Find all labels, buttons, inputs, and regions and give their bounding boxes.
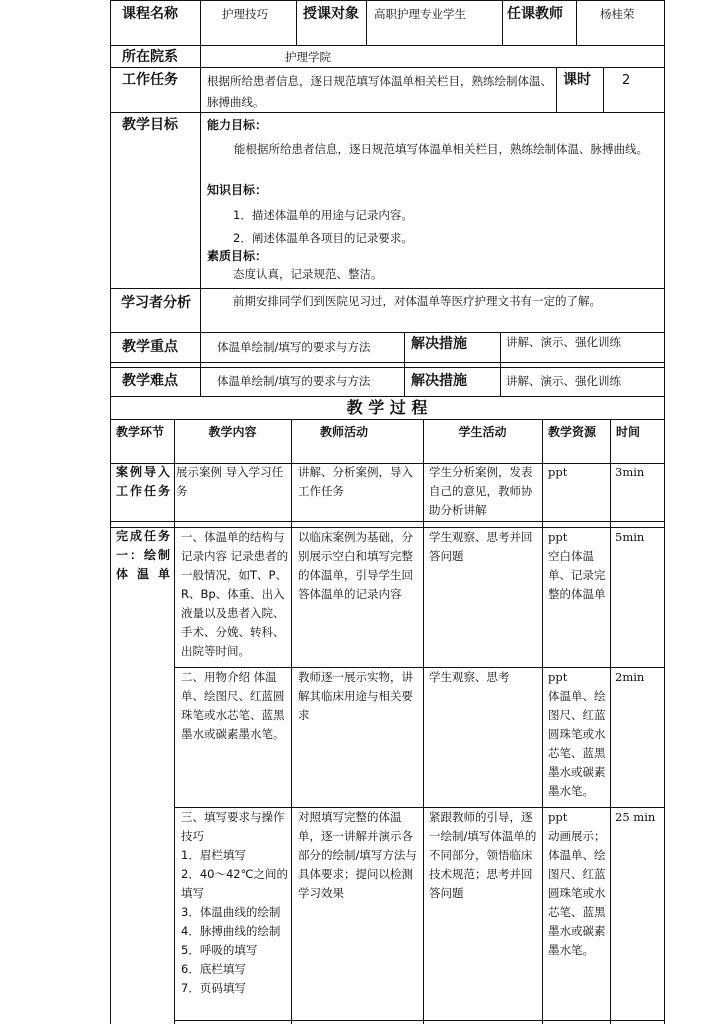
key-measure-value: 讲解、演示、强化训练 xyxy=(506,335,621,349)
dept-value: 护理学院 xyxy=(285,50,331,64)
audience-label: 授课对象 xyxy=(303,6,359,22)
difficulty-label: 教学难点 xyxy=(122,373,178,389)
resource-lead: ppt xyxy=(548,810,568,824)
resource-items: 空白体温单、记录完整的体温单 xyxy=(548,549,606,601)
ability-title: 能力目标： xyxy=(207,118,268,132)
ability-text: 能根据所给患者信息，逐日规范填写体温单相关栏目，熟练绘制体温、脉搏曲线。 xyxy=(234,142,648,156)
content-item: 4．脉搏曲线的绘制 xyxy=(181,924,281,938)
content-item: 2．40～42℃之间的填写 xyxy=(181,867,288,900)
header-stage: 教学环节 xyxy=(116,425,165,439)
resource-items: 体温单、绘图尺、红蓝圆珠笔或水芯笔、蓝黑墨水或碳素墨水笔。 xyxy=(548,689,606,798)
resource-cell xyxy=(548,668,608,801)
task-label: 工作任务 xyxy=(122,72,178,88)
student-cell: 紧跟教师的引导，逐一绘制/填写体温单的不同部分，领悟临床技术规范；思考并回答问题 xyxy=(429,810,537,900)
knowledge-title: 知识目标： xyxy=(207,183,268,197)
key-measure-label: 解决措施 xyxy=(411,336,467,352)
goals-label: 教学目标 xyxy=(122,117,178,133)
teacher-label: 任课教师 xyxy=(507,6,563,22)
knowledge-item: 2．阐述体温单各项目的记录要求。 xyxy=(233,231,413,245)
header-resource: 教学资源 xyxy=(548,425,597,439)
teacher-cell: 讲解、分析案例，导入工作任务 xyxy=(298,465,413,498)
key-point-value: 体温单绘制/填写的要求与方法 xyxy=(217,340,371,354)
course-value: 护理技巧 xyxy=(222,7,268,21)
resource-cell xyxy=(548,528,608,604)
rule xyxy=(296,0,297,45)
rule xyxy=(110,396,664,397)
rule xyxy=(110,0,111,1024)
student-cell: 学生观察、思考并回答问题 xyxy=(429,530,533,563)
rule xyxy=(404,332,405,396)
resource-lead: ppt xyxy=(548,670,568,684)
rule xyxy=(110,67,664,68)
hours-value: 2 xyxy=(622,73,631,88)
rule xyxy=(500,332,501,396)
content-item: 6．底栏填写 xyxy=(181,962,246,976)
difficulty-measure-label: 解决措施 xyxy=(411,373,467,389)
time-cell: 2min xyxy=(615,670,645,684)
dept-label: 所在院系 xyxy=(122,49,178,65)
rule xyxy=(174,1020,664,1021)
teacher-value: 杨桂荣 xyxy=(600,7,635,21)
time-cell: 5min xyxy=(615,530,645,544)
content-cell: 一、体温单的结构与记录内容 记录患者的一般情况，如T、P、R、Bp、体重、出入液量以及患者入院、手术、分娩、转科、出院等时间。 xyxy=(181,530,289,658)
quality-text: 态度认真，记录规范、整洁。 xyxy=(233,267,383,281)
rule xyxy=(110,367,664,368)
student-cell: 学生观察、思考 xyxy=(429,670,510,684)
rule xyxy=(200,45,201,396)
time-cell: 25 min xyxy=(615,810,656,824)
rule xyxy=(110,419,664,420)
rule xyxy=(110,362,664,363)
stage-cell: 案例导入工作任务 xyxy=(116,465,170,498)
content-cell xyxy=(181,808,289,998)
difficulty-measure-value: 讲解、演示、强化训练 xyxy=(506,374,621,388)
teacher-cell: 对照填写完整的体温单，逐一讲解并演示各部分的绘制/填写方法与具体要求；提问以检测学习效果 xyxy=(298,810,417,900)
content-cell: 展示案例 导入学习任务 xyxy=(176,465,284,498)
learners-label: 学习者分析 xyxy=(121,295,191,311)
resource-cell xyxy=(548,808,608,960)
process-title: 教 学 过 程 xyxy=(346,398,428,417)
header-teacher: 教师活动 xyxy=(319,425,368,439)
rule xyxy=(502,0,503,45)
resource-items: 动画展示；体温单、绘图尺、红蓝圆珠笔或水芯笔、蓝黑墨水或碳素墨水笔。 xyxy=(548,829,606,957)
rule xyxy=(664,0,665,1024)
rule xyxy=(174,419,175,1024)
hours-label: 课时 xyxy=(563,72,591,88)
time-cell: 3min xyxy=(615,465,645,479)
rule xyxy=(110,288,664,289)
rule xyxy=(556,67,557,112)
header-time: 时间 xyxy=(616,425,641,439)
content-item: 5．呼吸的填写 xyxy=(181,943,258,957)
content-item: 1．眉栏填写 xyxy=(181,848,246,862)
audience-value: 高职护理专业学生 xyxy=(374,7,466,21)
teacher-cell: 教师逐一展示实物，讲解其临床用途与相关要求 xyxy=(298,670,413,722)
rule xyxy=(423,419,424,1024)
header-content: 教学内容 xyxy=(208,425,257,439)
rule xyxy=(110,0,664,1)
knowledge-item: 1．描述体温单的用途与记录内容。 xyxy=(233,208,413,222)
difficulty-value: 体温单绘制/填写的要求与方法 xyxy=(217,374,371,388)
task-value: 根据所给患者信息，逐日规范填写体温单相关栏目，熟练绘制体温、脉搏曲线。 xyxy=(207,74,552,109)
stage-cell: 完成任务一：绘制体温单 xyxy=(116,529,170,581)
rule xyxy=(610,419,611,1024)
teacher-cell: 以临床案例为基础，分别展示空白和填写完整的体温单，引导学生回答体温单的记录内容 xyxy=(298,530,413,601)
resource-cell: ppt xyxy=(548,465,568,479)
quality-title: 素质目标： xyxy=(207,249,268,263)
content-cell: 二、用物介绍 体温单、绘图尺、红蓝圆珠笔或水芯笔、蓝黑墨水或碳素墨水笔。 xyxy=(181,670,285,741)
content-title: 三、填写要求与操作技巧 xyxy=(181,810,285,843)
rule xyxy=(110,45,664,46)
student-cell: 学生分析案例，发表自己的意见，教师协助分析讲解 xyxy=(429,465,533,517)
rule xyxy=(603,67,604,112)
rule xyxy=(366,0,367,45)
course-label: 课程名称 xyxy=(122,6,178,22)
content-item: 7．页码填写 xyxy=(181,981,246,995)
rule xyxy=(542,419,543,1024)
resource-lead: ppt xyxy=(548,530,568,544)
learners-text: 前期安排同学们到医院见习过，对体温单等医疗护理文书有一定的了解。 xyxy=(233,294,601,308)
rule xyxy=(200,0,201,45)
key-point-label: 教学重点 xyxy=(122,339,178,355)
rule xyxy=(576,0,577,45)
header-student: 学生活动 xyxy=(458,425,507,439)
rule xyxy=(291,419,292,1024)
content-item: 3．体温曲线的绘制 xyxy=(181,905,281,919)
rule xyxy=(110,521,664,522)
